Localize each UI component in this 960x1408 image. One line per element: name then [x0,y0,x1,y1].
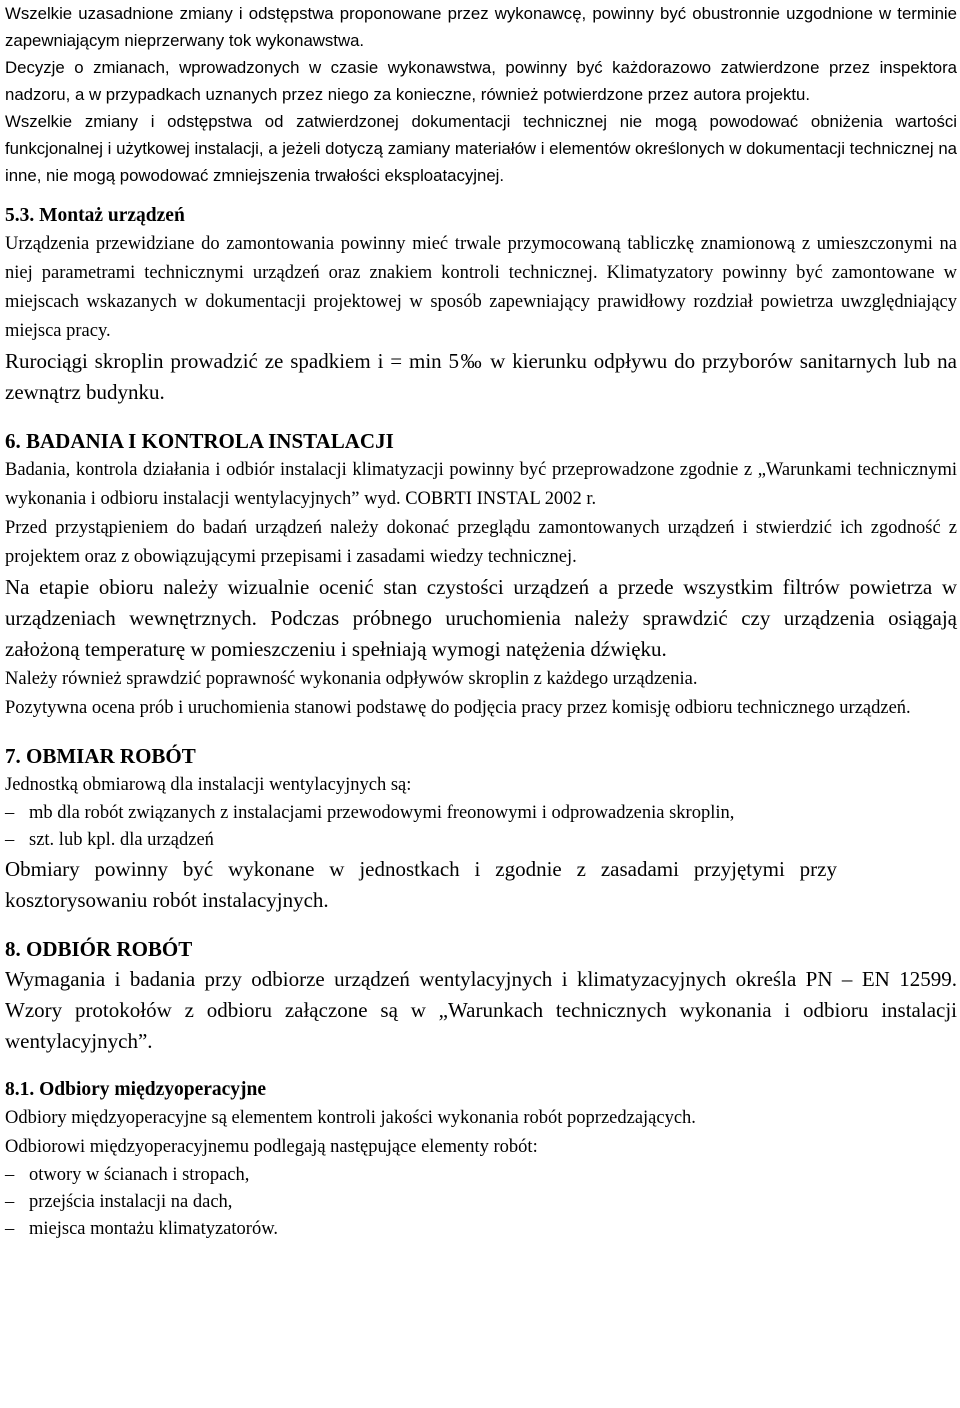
list-item [5,800,957,827]
list-item-text: szt. lub kpl. dla urządzeń [29,830,214,850]
intro-paragraph-3: Wszelkie zmiany i odstępstwa od zatwierdzonej dokumentacji technicznej nie mogą powodować obniżenia wartości funkcjonalnej i użytkowej instalacji, a jeżeli dotyczą zamiany materiałów i elementów określonych w dokumentacji technicznej na inne, nie mogą powodować zmniejszenia trwałości eksploatacyjnej. [5,112,957,185]
section-5-3-paragraph-2: Rurociągi skroplin prowadzić ze spadkiem i = min 5‰ w kierunku odpływu do przyborów sanitarnych lub na zewnątrz budynku. [5,349,957,404]
spacer [5,916,957,934]
section-7-list [5,800,957,854]
dash-bullet: – [5,1192,15,1212]
section-8-1-paragraph-1: Odbiory międzyoperacyjne są elementem kontroli jakości wykonania robót poprzedzających. [5,1108,696,1128]
section-6-paragraph-4: Należy również sprawdzić poprawność wykonania odpływów skroplin z każdego urządzenia. [5,669,698,689]
dash-bullet: – [5,1165,15,1185]
intro-paragraph-2: Decyzje o zmianach, wprowadzonych w czasie wykonawstwa, powinny być każdorazowo zatwierdzone przez inspektora nadzoru, a w przypadkach uznanych przez niego za konieczne, również potwierdzone przez autora projektu. [5,58,957,104]
section-8-1-list [5,1162,957,1243]
section-8-paragraph-1: Wymagania i badania przy odbiorze urządzeń wentylacyjnych i klimatyzacyjnych określa PN – EN 12599. Wzory protokołów z odbioru załączone są w „Warunkach technicznych wykonania i odbioru instalacji wentylacyjnych”. [5,967,957,1053]
list-item-text: przejścia instalacji na dach, [29,1192,233,1212]
spacer [5,723,957,741]
dash-bullet: – [5,830,15,850]
list-item-text: otwory w ścianach i stropach, [29,1165,250,1185]
section-8-1-paragraph-2: Odbiorowi międzyoperacyjnemu podlegają następujące elementy robót: [5,1137,538,1157]
dash-bullet: – [5,1219,15,1239]
spacer [5,1057,957,1075]
section-6-paragraph-1: Badania, kontrola działania i odbiór instalacji klimatyzacji powinny być przeprowadzone zgodnie z „Warunkami technicznymi wykonania i odbioru instalacji wentylacyjnych” wyd. COBRTI INSTAL 2002 r. [5,460,957,509]
list-item [5,1216,957,1243]
list-item [5,1189,957,1216]
section-6-paragraph-3: Na etapie obioru należy wizualnie ocenić stan czystości urządzeń a przede wszystkim filtrów powietrza w urządzeniach wewnętrznych. Podczas próbnego uruchomienia należy sprawdzić czy urządzenia osiągają założoną temperaturę w pomieszczeniu i spełniają wymogi natężenia dźwięku. [5,575,957,661]
section-7-heading: 7. OBMIAR ROBÓT [5,744,196,768]
list-item [5,1162,957,1189]
list-item-text: mb dla robót związanych z instalacjami przewodowymi freonowymi i odprowadzenia skroplin, [29,803,735,823]
section-6-heading: 6. BADANIA I KONTROLA INSTALACJI [5,429,394,453]
section-8-heading: 8. ODBIÓR ROBÓT [5,937,193,961]
spacer [5,189,957,201]
section-8-1-heading: 8.1. Odbiory międzyoperacyjne [5,1079,267,1100]
spacer [5,408,957,426]
list-item-text: miejsca montażu klimatyzatorów. [29,1219,278,1239]
dash-bullet: – [5,803,15,823]
section-6-paragraph-5: Pozytywna ocena prób i uruchomienia stanowi podstawę do podjęcia pracy przez komisję odbioru technicznego urządzeń. [5,698,911,718]
document-page [5,0,957,1243]
section-5-3-paragraph-1: Urządzenia przewidziane do zamontowania powinny mieć trwale przymocowaną tabliczkę znamionową z umieszczonymi na niej parametrami technicznymi urządzeń oraz znakiem kontroli technicznej. Klimatyzatory powinny być zamontowane w miejscach wskazanych w dokumentacji projektowej w sposób zapewniający prawidłowy rozdział powietrza uwzględniający miejsca pracy. [5,234,957,341]
section-7-intro: Jednostką obmiarową dla instalacji wentylacyjnych są: [5,775,412,795]
section-7-paragraph-2: Obmiary powinny być wykonane w jednostkach i zgodnie z zasadami przyjętymi przy kosztorysowaniu robót instalacyjnych. [5,857,837,912]
section-6-paragraph-2: Przed przystąpieniem do badań urządzeń należy dokonać przeglądu zamontowanych urządzeń i stwierdzić ich zgodność z projektem oraz z obowiązującymi przepisami i zasadami wiedzy technicznej. [5,518,957,567]
intro-paragraph-1: Wszelkie uzasadnione zmiany i odstępstwa proponowane przez wykonawcę, powinny być obustronnie uzgodnione w terminie zapewniającym nieprzerwany tok wykonawstwa. [5,4,957,50]
section-5-3-heading: 5.3. Montaż urządzeń [5,205,185,226]
list-item [5,827,957,854]
